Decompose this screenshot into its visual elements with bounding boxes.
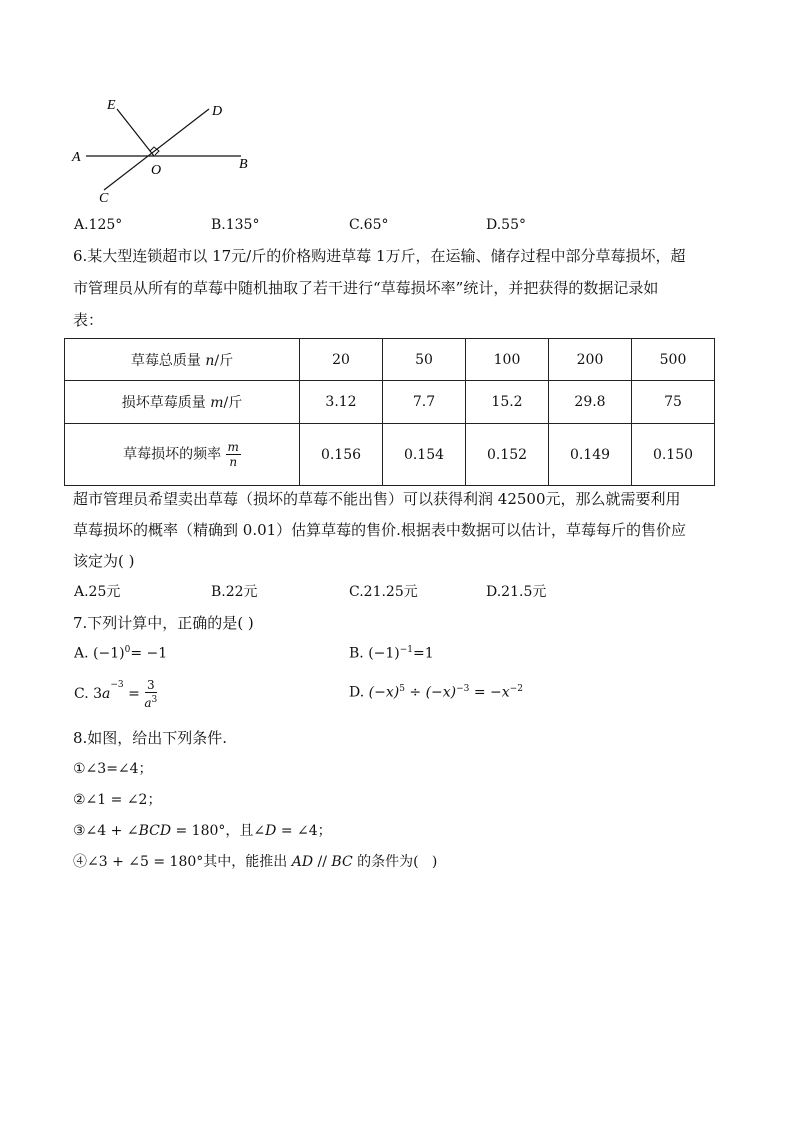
table-row <box>65 424 715 486</box>
q8-condition-2: ②∠1 = ∠2； <box>73 792 162 808</box>
label-e: E <box>107 98 116 113</box>
q7-stem: 7.下列计算中，正确的是( ) <box>73 614 254 632</box>
fraction-3-over-a-cubed: $\frac{3}{a^3}$ <box>144 678 158 710</box>
table-cell: 29.8 <box>549 381 632 424</box>
q7-option-d: D. $(-x)^5 \div (-x)^{-3} = -x^{-2}$ <box>349 684 523 701</box>
q5-option-a: A.125° <box>74 217 123 233</box>
q6-text-line-3: 表： <box>73 311 104 329</box>
strawberry-data-table <box>64 338 715 486</box>
label-o: O <box>151 163 162 178</box>
q6-option-c: C.21.25元 <box>349 584 418 600</box>
q5-option-d: D.55° <box>486 217 526 233</box>
q8-condition-1: ①∠3=∠4； <box>73 761 153 777</box>
table-cell: 100 <box>466 339 549 381</box>
table-cell: 0.150 <box>632 424 715 486</box>
table-cell: 20 <box>300 339 383 381</box>
table-row <box>65 381 715 424</box>
q5-option-c: C.65° <box>349 217 389 233</box>
q7-option-a: A. $(-1)^0= -1$ <box>74 645 168 662</box>
table-cell: 0.152 <box>466 424 549 486</box>
q6-option-a: A.25元 <box>74 584 121 600</box>
row-header-frequency: 草莓损坏的频率 $\frac{m}{n}$ <box>65 424 300 486</box>
q7-option-c: C. 3 a $^{-3}$ = $\frac{3}{a^3}$ <box>74 678 158 710</box>
q8-condition-4: ④∠3 + ∠5 = 180°其中，能推出 AD // BC 的条件为( ) <box>73 854 438 870</box>
table-cell: 7.7 <box>383 381 466 424</box>
table-cell: 0.149 <box>549 424 632 486</box>
label-b: B <box>239 157 248 172</box>
table-cell: 200 <box>549 339 632 381</box>
q6-option-b: B.22元 <box>211 584 258 600</box>
row-header-damaged-mass: 损坏草莓质量 m/斤 <box>65 381 300 424</box>
label-d: D <box>212 104 223 119</box>
ray-oe <box>117 109 154 156</box>
table-cell: 3.12 <box>300 381 383 424</box>
table-cell: 500 <box>632 339 715 381</box>
q6-after-line-1: 超市管理员希望卖出草莓（损坏的草莓不能出售）可以获得利润 42500元，那么就需要利用 <box>73 490 681 508</box>
q7-option-b: B. $(-1)^{-1}=1$ <box>349 645 434 662</box>
label-c: C <box>99 191 109 206</box>
fraction-m-over-n: $\frac{m}{n}$ <box>227 440 239 469</box>
table-cell: 15.2 <box>466 381 549 424</box>
geometry-figure <box>66 92 266 207</box>
q6-text-line-2: 市管理员从所有的草莓中随机抽取了若干进行“草莓损坏率”统计，并把获得的数据记录如 <box>73 279 659 297</box>
table-cell: 0.156 <box>300 424 383 486</box>
table-cell: 75 <box>632 381 715 424</box>
label-a: A <box>72 150 81 165</box>
row-header-total-mass: 草莓总质量 n/斤 <box>65 339 300 381</box>
table-cell: 0.154 <box>383 424 466 486</box>
q8-condition-3: ③∠4 + ∠BCD = 180°，且∠D = ∠4； <box>73 823 332 839</box>
q6-after-line-2: 草莓损坏的概率（精确到 0.01）估算草莓的售价.根据表中数据可以估计，草莓每斤的售价应 <box>73 521 686 539</box>
table-row <box>65 339 715 381</box>
q6-text-line-1: 6.某大型连锁超市以 17元/斤的价格购进草莓 1万斤，在运输、储存过程中部分草莓损坏，超 <box>73 247 686 265</box>
table-cell: 50 <box>383 339 466 381</box>
q6-after-line-3: 该定为( ) <box>73 552 135 570</box>
q8-stem: 8.如图，给出下列条件. <box>73 729 228 747</box>
q5-option-b: B.135° <box>211 217 260 233</box>
q6-option-d: D.21.5元 <box>486 584 547 600</box>
